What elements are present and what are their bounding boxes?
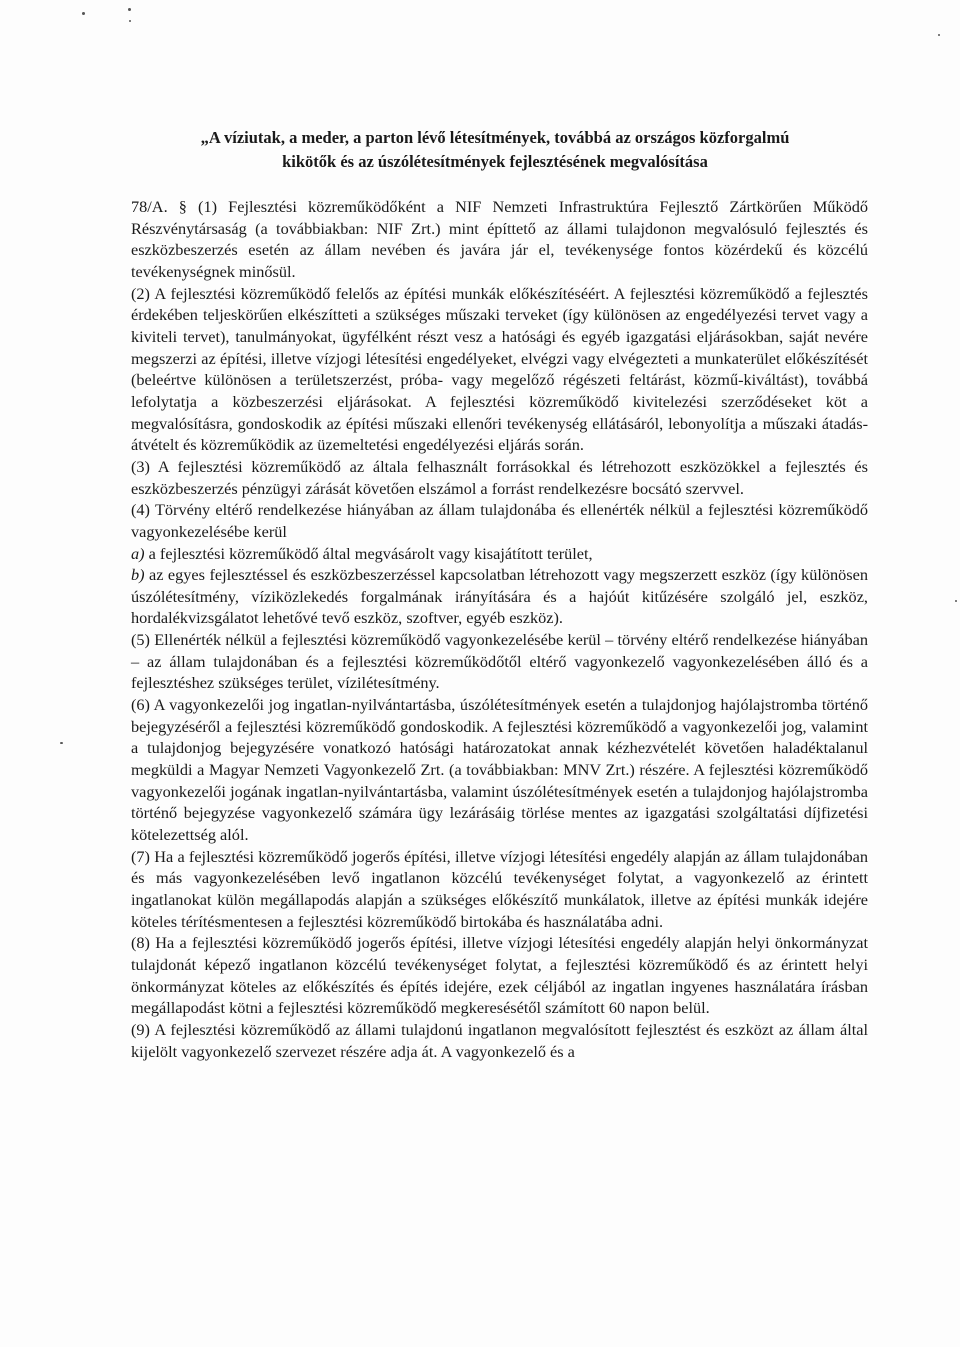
paragraph-78a-2: (2) A fejlesztési közreműködő felelős az építési munkák előkészítéséért. A fejlesztési közreműködő a fejlesztés érdekében teljeskörűen elkészítteti a szükséges műszaki terveket (így különösen az engedélyezési tervet vagy a kiviteli tervet), tanulmányokat, ügyfélként részt vesz a hatósági és egyéb igazgatási eljárásokban, saját nevére megszerzi az építési, illetve vízjogi létesítési engedélyeket, elvégzi vagy elvégezteti a munkaterület előkészítését (beleértve különösen a területszerzést, próba- vagy megelőző régészeti feltárást, közmű-kiváltást), továbbá lefolytatja a közbeszerzési eljárásokat. A fejlesztési közreműködő kivitelezési szerződéseket köt a megvalósításra, gondoskodik az építési műszaki ellenőri tevékenység ellátásáról, lebonyolítja a műszaki átadás-átvételt és közreműködik az üzemeltetési engedélyezési eljárás során. — [131, 283, 868, 455]
scan-speck — [938, 34, 940, 36]
list-item-a — [131, 543, 868, 565]
list-item-a-text: a fejlesztési közreműködő által megvásárolt vagy kisajátított terület, — [144, 543, 593, 563]
paragraph-78a-3: (3) A fejlesztési közreműködő az általa felhasznált forrásokkal és létrehozott eszközökkel a fejlesztés és eszközbeszerzés pénzügyi zárását követően elszámol a forrást rendelkezésre bocsátó szervvel. — [131, 456, 868, 498]
paragraph-78a-4: (4) Törvény eltérő rendelkezése hiányában az állam tulajdonába és ellenérték nélkül a fejlesztési közreműködő vagyonkezelésébe kerül — [131, 500, 868, 541]
document-heading — [120, 126, 870, 174]
scan-speck — [955, 600, 957, 602]
paragraph-78a-7: (7) Ha a fejlesztési közreműködő jogerős építési, illetve vízjogi létesítési engedély alapján az állam tulajdonában és más vagyonkezelésében levő ingatlanon közcélú tevékenységet folytat, a vagyonkezelő az érintett ingatlanokat külön megállapodás alapján a szükséges előkészítő munkálatok, illetve az építési munkák idejére köteles térítésmentesen a fejlesztési közreműködő birtokába és használatába adni. — [131, 846, 868, 931]
list-item-b-letter: b) — [131, 565, 145, 585]
document-body — [131, 196, 868, 1062]
heading-line-2: kikötők és az úszólétesítmények fejlesztésének megvalósítása — [282, 152, 708, 171]
paragraph-78a-1: 78/A. § (1) Fejlesztési közreműködőként a NIF Nemzeti Infrastruktúra Fejlesztő Zártkörűen Működő Részvénytársaság (a továbbiakban: NIF Zrt.) mint építtető az állami tulajdonon megvalósuló fejlesztés és eszközbeszerzés esetén az állam nevében és javára jár el, tevékenysége fontos közérdekű és közcélú tevékenységnek minősül. — [131, 197, 868, 281]
paragraph-78a-8: (8) Ha a fejlesztési közreműködő jogerős építési, illetve vízjogi létesítési engedély alapján helyi önkormányzat tulajdonát képező ingatlanon közcélú tevékenységet folytat, a fejlesztési közreműködő és az érintett helyi önkormányzat köteles az előkészítés és építés idejére, ezek céljából az ingatlan ingyenes használatára írásban megállapodást kötni a fejlesztési közreműködő megkeresésétől számított 60 napon belül. — [131, 933, 868, 1018]
heading-line-1: „A víziutak, a meder, a parton lévő létesítmények, továbbá az országos közforgalmú — [200, 128, 790, 147]
list-item-b — [131, 564, 868, 629]
scan-speck — [128, 8, 131, 11]
paragraph-78a-9: (9) A fejlesztési közreműködő az állami tulajdonú ingatlanon megvalósított fejlesztést és eszközt az állam által kijelölt vagyonkezelő szervezet részére adja át. A vagyonkezelő és a — [131, 1019, 868, 1061]
paragraph-78a-6: (6) A vagyonkezelői jog ingatlan-nyilvántartásba, úszólétesítmények esetén a tulajdonjog hajólajstromba történő bejegyzéséről a fejlesztési közreműködő gondoskodik. A fejlesztési közreműködő a vagyonkezelői jog, valamint a tulajdonjog bejegyzésére vonatkozó hatósági határozatokat annak kézhezvételét követően haladéktalanul megküldi a Magyar Nemzeti Vagyonkezelő Zrt. (a továbbiakban: MNV Zrt.) részére. A fejlesztési közreműködő vagyonkezelői jogának ingatlan-nyilvántartásba, valamint úszólétesítmények esetén a tulajdonjog hajólajstromba történő bejegyzése vagyonkezelő számára ügy lezárásáig törlése mentes az igazgatási szolgáltatási díjfizetési kötelezettség alól. — [131, 695, 868, 845]
scan-speck — [129, 20, 131, 22]
scan-speck — [82, 12, 85, 15]
scan-speck — [60, 742, 63, 744]
list-item-a-letter: a) — [131, 543, 145, 563]
list-item-b-text: az egyes fejlesztéssel és eszközbeszerzéssel kapcsolatban létrehozott vagy megszerzett eszköz (így különösen úszólétesítmény, víziközlekedés forgalmának irányítására és a hajóút kitűzésére szolgáló jel, eszköz, hordalékvizsgálatot lehetővé tevő eszköz, szoftver, egyéb eszköz). — [131, 565, 868, 628]
paragraph-78a-5: (5) Ellenérték nélkül a fejlesztési közreműködő vagyonkezelésébe kerül – törvény eltérő rendelkezése hiányában – az állam tulajdonában és a fejlesztési közreműködőtől eltérő vagyonkezelő vagyonkezelésében álló és a fejlesztéshez szükséges terület, vízilétesítmény. — [131, 630, 868, 693]
